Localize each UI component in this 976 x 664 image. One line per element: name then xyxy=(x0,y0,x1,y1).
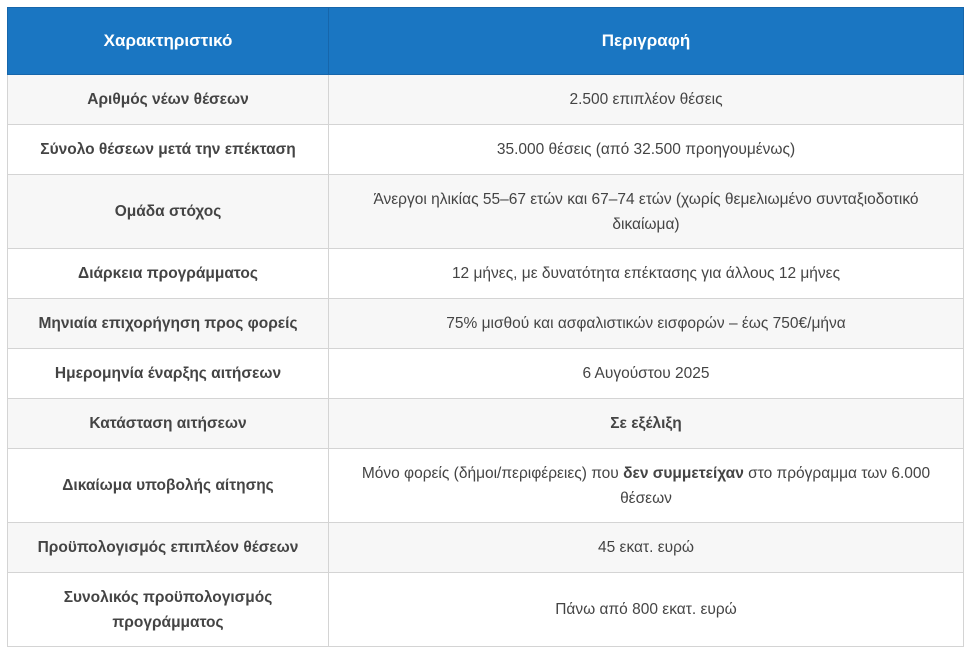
row-value-status: Σε εξέλιξη xyxy=(329,399,964,449)
table-row xyxy=(8,75,964,125)
value-text-emphasis: δεν συμμετείχαν xyxy=(623,464,744,482)
row-label: Συνολικός προϋπολογισμός προγράμματος xyxy=(8,573,329,647)
row-label: Ημερομηνία έναρξης αιτήσεων xyxy=(8,349,329,399)
table-row xyxy=(8,449,964,523)
table-row xyxy=(8,175,964,249)
value-text-after: στο πρόγραμμα των 6.000 θέσεων xyxy=(620,464,931,507)
row-label: Προϋπολογισμός επιπλέον θέσεων xyxy=(8,523,329,573)
row-label: Κατάσταση αιτήσεων xyxy=(8,399,329,449)
table-row xyxy=(8,573,964,647)
table-row xyxy=(8,349,964,399)
row-value: 12 μήνες, με δυνατότητα επέκτασης για άλλους 12 μήνες xyxy=(329,249,964,299)
row-label: Διάρκεια προγράμματος xyxy=(8,249,329,299)
row-label: Δικαίωμα υποβολής αίτησης xyxy=(8,449,329,523)
info-table-container xyxy=(7,7,963,647)
row-value: 6 Αυγούστου 2025 xyxy=(329,349,964,399)
row-value: Πάνω από 800 εκατ. ευρώ xyxy=(329,573,964,647)
table-header-row xyxy=(8,8,964,75)
row-value: Άνεργοι ηλικίας 55–67 ετών και 67–74 ετών (χωρίς θεμελιωμένο συνταξιοδοτικό δικαίωμα) xyxy=(329,175,964,249)
table-row xyxy=(8,299,964,349)
header-description: Περιγραφή xyxy=(329,8,964,75)
row-value: 75% μισθού και ασφαλιστικών εισφορών – έως 750€/μήνα xyxy=(329,299,964,349)
table-row xyxy=(8,523,964,573)
header-characteristic: Χαρακτηριστικό xyxy=(8,8,329,75)
table-row xyxy=(8,249,964,299)
row-label: Ομάδα στόχος xyxy=(8,175,329,249)
row-value: 45 εκατ. ευρώ xyxy=(329,523,964,573)
program-info-table xyxy=(7,7,964,647)
value-text-before: Μόνο φορείς (δήμοι/περιφέρειες) που xyxy=(361,464,624,482)
row-value: 35.000 θέσεις (από 32.500 προηγουμένως) xyxy=(329,125,964,175)
row-label: Αριθμός νέων θέσεων xyxy=(8,75,329,125)
row-label: Μηνιαία επιχορήγηση προς φορείς xyxy=(8,299,329,349)
table-row xyxy=(8,125,964,175)
table-row xyxy=(8,399,964,449)
row-value xyxy=(329,449,964,523)
row-value: 2.500 επιπλέον θέσεις xyxy=(329,75,964,125)
row-label: Σύνολο θέσεων μετά την επέκταση xyxy=(8,125,329,175)
